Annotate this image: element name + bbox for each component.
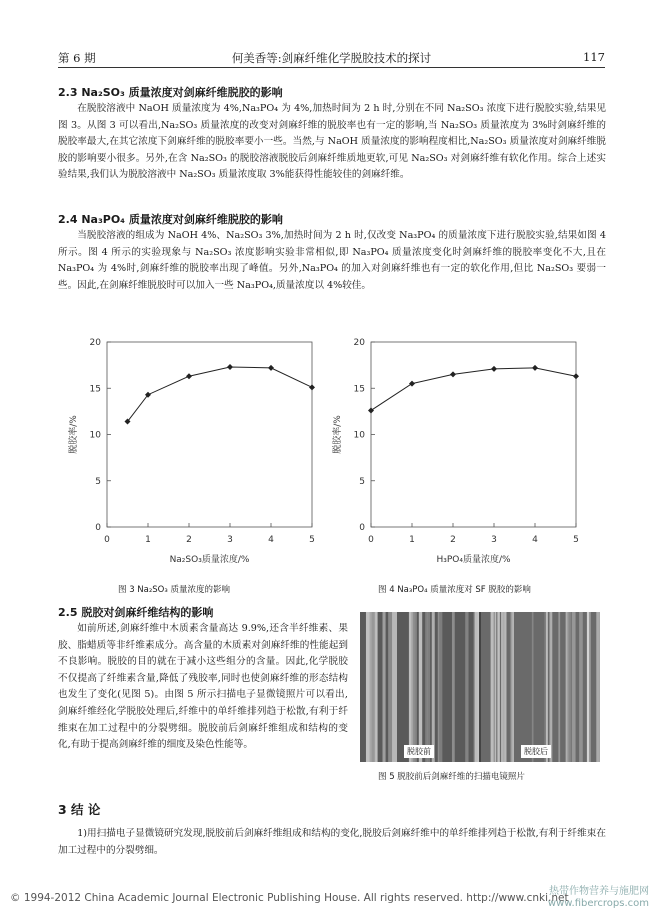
watermark-line-1: 热带作物营养与施肥网 (549, 886, 649, 897)
section-2-4-title: 2.4 Na₃PO₄ 质量浓度对剑麻纤维脱胶的影响 (58, 213, 283, 226)
series-line (128, 367, 313, 422)
x-tick-label: 5 (309, 535, 315, 545)
fiber-strand (504, 612, 507, 762)
data-point (368, 407, 374, 413)
x-tick-label: 0 (104, 535, 110, 545)
data-point (573, 373, 579, 379)
sem-label-before: 脱胶前 (404, 745, 434, 758)
fiber-strand (440, 612, 442, 762)
section-2-3-title: 2.3 Na₂SO₃ 质量浓度对剑麻纤维脱胶的影响 (58, 86, 283, 99)
x-axis-label: H₃PO₄质量浓度/% (436, 555, 511, 565)
y-tick-label: 5 (359, 476, 365, 487)
section-3-title: 3 结 论 (58, 802, 101, 817)
data-point (491, 366, 497, 372)
y-axis-label: 脱胶率/% (333, 415, 343, 454)
plot-frame (107, 342, 312, 527)
fiber-strand (501, 612, 504, 762)
y-tick-label: 0 (359, 523, 365, 533)
figure-3-svg (62, 330, 332, 580)
y-tick-label: 15 (353, 384, 365, 395)
fiber-strand (572, 612, 576, 762)
fiber-strand (475, 612, 479, 762)
running-header (58, 46, 605, 68)
y-tick-label: 0 (95, 523, 101, 533)
fiber-strand (558, 612, 559, 762)
fiber-strand (587, 612, 589, 762)
fiber-strand (579, 612, 583, 762)
site-watermark (548, 886, 649, 910)
sem-photo-after (481, 612, 600, 762)
fiber-strand (392, 612, 397, 762)
x-tick-label: 2 (450, 535, 456, 545)
y-tick-label: 10 (353, 430, 365, 441)
data-point (409, 381, 415, 387)
fiber-strand (567, 612, 571, 762)
fiber-strand (432, 612, 435, 762)
fiber-strand (438, 612, 440, 762)
fiber-strand (383, 612, 386, 762)
x-tick-label: 1 (409, 535, 415, 545)
fiber-strand (414, 612, 417, 762)
y-tick-label: 20 (89, 338, 101, 348)
data-point (450, 371, 456, 377)
page-number: 117 (583, 50, 605, 64)
fiber-strand (596, 612, 599, 762)
fiber-strand (510, 612, 512, 762)
data-point (309, 384, 315, 390)
y-axis-label: 脱胶率/% (69, 415, 79, 454)
sem-image-before (360, 612, 479, 762)
x-tick-label: 4 (532, 535, 538, 545)
fiber-strand (549, 612, 552, 762)
x-tick-label: 2 (186, 535, 192, 545)
sem-image-after (481, 612, 600, 762)
x-tick-label: 3 (491, 535, 497, 545)
data-point (532, 365, 538, 371)
y-tick-label: 20 (353, 338, 365, 348)
fiber-strand (532, 612, 534, 762)
section-3-body: 1)用扫描电子显微镜研究发现,脱胶前后剑麻纤维组成和结构的变化,脱胶后剑麻纤维中的单纤维排列趋于松散,有利于纤维束在加工过程中的分裂劈细。 (58, 828, 606, 856)
fiber-strand (409, 612, 413, 762)
sem-label-after: 脱胶后 (521, 745, 551, 758)
fiber-strand (419, 612, 422, 762)
fiber-strand (425, 612, 428, 762)
section-2-3-body: 在脱胶溶液中 NaOH 质量浓度为 4%,Na₃PO₄ 为 4%,加热时间为 2 h 时,分别在不同 Na₂SO₃ 浓度下进行脱胶实验,结果见图 3。从图 3 可以看出,Na₂SO₃ 质量浓度的改变对剑麻纤维的脱胶率也有一定的影响,当 Na₂SO₃ 质量浓度为 3%时剑麻纤维的脱胶率最大,在其它浓度下剑麻纤维的脱胶率要小一些。当然,与 NaOH 质量浓度的影响程度相比,Na₂SO₃ 质量浓度对剑麻纤维脱胶的影响要小很多。另外,在含 Na₂SO₃ 的脱胶溶液脱胶后剑麻纤维质地更软,可见 Na₂SO₃ 对剑麻纤维有软化作用。综合上述实验结果,我们认为脱胶溶液中 Na₂SO₃ 质量浓度取 3%能获得性能较佳的剑麻纤维。 (58, 103, 606, 181)
series-line (371, 368, 576, 411)
fiber-strand (494, 612, 496, 762)
section-2-5-body: 如前所述,剑麻纤维中木质素含量高达 9.9%,还含半纤维素、果胶、脂蜡质等非纤维素成分。高含量的木质素对剑麻纤维的性能起到不良影响。脱胶的目的就在于减小这些组分的含量。因此,化学脱胶不仅提高了纤维素含量,降低了残胶率,同时也使剑麻纤维的形态结构也发生了变化(见图 5)。由图 5 所示扫描电子显微镜照片可以看出,剑麻纤维经化学脱胶处理后,纤维中的单纤维排列趋于松散,有利于纤维束在加工过程中的分裂劈细。脱胶前后剑麻纤维组成和结构的变化,有助于提高剑麻纤维的细度及染色性能等。 (58, 623, 348, 751)
x-tick-label: 3 (227, 535, 233, 545)
x-tick-label: 4 (268, 535, 274, 545)
fiber-strand (497, 612, 500, 762)
x-axis-label: Na₂SO₃质量浓度/% (169, 555, 250, 565)
data-point (186, 373, 192, 379)
x-tick-label: 5 (573, 535, 579, 545)
x-tick-label: 1 (145, 535, 151, 545)
running-title: 何美香等:剑麻纤维化学脱胶技术的探讨 (231, 51, 432, 65)
x-tick-label: 0 (368, 535, 374, 545)
fiber-strand (369, 612, 375, 762)
fiber-strand (544, 612, 546, 762)
fiber-strand (465, 612, 468, 762)
y-tick-label: 5 (95, 476, 101, 487)
data-point (268, 365, 274, 371)
figure-4-svg (326, 330, 596, 580)
y-tick-label: 15 (89, 384, 101, 395)
watermark-line-2: www.fibercrops.com (547, 898, 649, 909)
y-tick-label: 10 (89, 430, 101, 441)
fiber-strand (452, 612, 455, 762)
issue-number: 第 6 期 (58, 51, 96, 65)
section-2-5-title: 2.5 脱胶对剑麻纤维结构的影响 (58, 606, 214, 619)
figure-3-chart (62, 330, 332, 580)
section-2-4-body: 当脱胶溶液的组成为 NaOH 4%、Na₂SO₃ 3%,加热时间为 2 h 时,仅改变 Na₃PO₄ 的质量浓度下进行脱胶实验,结果如图 4 所示。图 4 所示的实验现象与 Na₂SO₃ 浓度影响实验非常相似,即 Na₃PO₄ 质量浓度变化时剑麻纤维的脱胶率变化不大,且在 Na₃PO₄ 为 4%时,剑麻纤维的脱胶率出现了峰值。另外,Na₃PO₄ 的加入对剑麻纤维也有一定的软化作用,但比 Na₂SO₃ 要弱一些。因此,在剑麻纤维脱胶时可以加入一些 Na₃PO₄,质量浓度以 4%较佳。 (58, 230, 606, 291)
figure-5-sem-photos (360, 612, 600, 762)
figure-4-caption: 图 4 Na₃PO₄ 质量浓度对 SF 脱胶的影响 (378, 585, 531, 595)
figure-3-caption: 图 3 Na₂SO₃ 质量浓度的影响 (118, 585, 230, 595)
fiber-strand (599, 612, 600, 762)
data-point (227, 364, 233, 370)
fiber-strand (491, 612, 494, 762)
figure-4-chart (326, 330, 596, 580)
sem-photo-before (360, 612, 479, 762)
figure-5-caption: 图 5 脱胶前后剑麻纤维的扫描电镜照片 (378, 772, 525, 782)
copyright-footer: © 1994-2012 China Academic Journal Electronic Publishing House. All rights reserved. http://www.cnki.net (10, 892, 569, 904)
